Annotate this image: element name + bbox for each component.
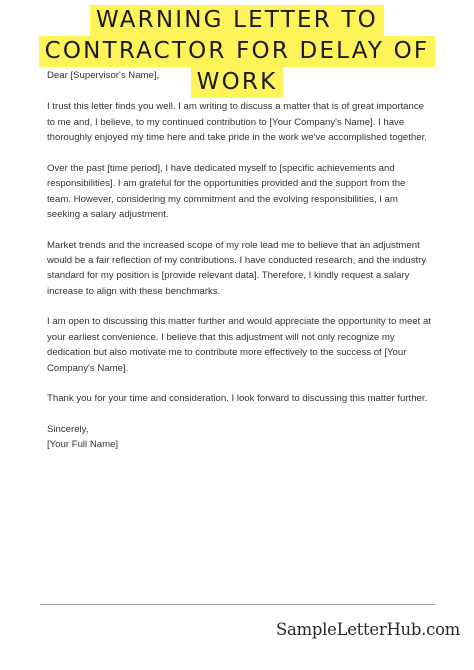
closing-block [47, 422, 431, 453]
footer-divider [40, 604, 435, 605]
salutation: Dear [Supervisor's Name], [47, 70, 160, 81]
signature: [Your Full Name] [47, 439, 119, 451]
letter-body [47, 68, 431, 468]
closing: Sincerely, [47, 423, 89, 435]
paragraph-4: I am open to discussing this matter further and would appreciate the opportunity to meet at your earliest convenience. I believe that this adjustment will not only recognize my dedication but also motivate me to contribute more effectively to the success of [Your Company's Name]. [47, 316, 431, 374]
paragraph-1: I trust this letter finds you well. I am writing to discuss a matter that is of great importance to me and, I believe, to my continued contribution to [Your Company's Name]. I have thoroughly enjoyed my time here and take pride in the work we've accomplished together. [47, 101, 427, 144]
paragraph-2: Over the past [time period], I have dedicated myself to [specific achievements and responsibilities]. I am grateful for the opportunities provided and the support from the team. However, considering my commitment and the evolving responsibilities, I am seeking a salary adjustment. [47, 162, 406, 221]
title-line-2: CONTRACTOR FOR DELAY OF [39, 36, 436, 67]
paragraph-5: Thank you for your time and consideration. I look forward to discussing this matter further. [47, 393, 428, 405]
brand-logo: SampleLetterHub.com [276, 620, 460, 639]
title-line-3: WORK [191, 67, 284, 98]
title-line-1: WARNING LETTER TO [90, 5, 384, 36]
paragraph-3: Market trends and the increased scope of my role lead me to believe that an adjustment would be a fair reflection of my contributions. I have conducted research, and the industry standard for my position is [provide relevant data]. Therefore, I kindly request a salary increase to align with these benchmarks. [47, 239, 427, 297]
